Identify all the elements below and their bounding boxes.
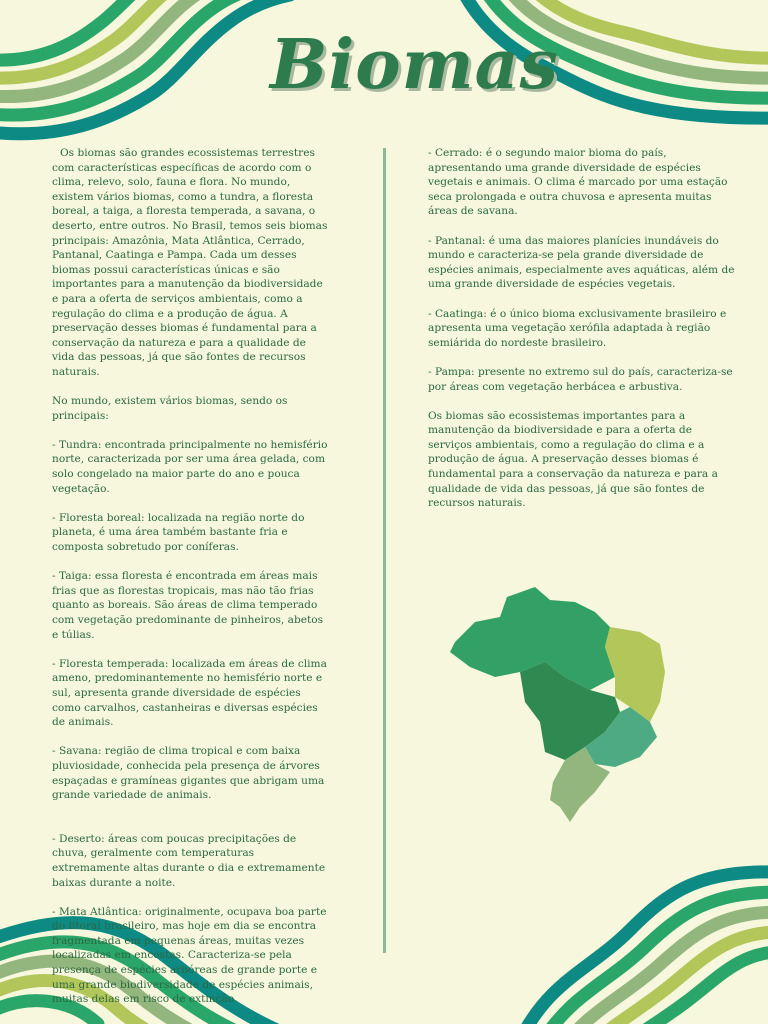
biome-item-savana: - Savana: região de clima tropical e com baixa pluviosidade, conhecida pela presença de árvores espaçadas e gramíneas gigantes que abrigam uma grande variedade de animais. bbox=[52, 745, 325, 802]
brazil-map-illustration bbox=[445, 582, 695, 827]
column-divider bbox=[383, 148, 386, 953]
bottom-right-wave-decoration bbox=[500, 860, 768, 1024]
biome-item-pantanal: - Pantanal: é uma das maiores planícies inundáveis do mundo e caracteriza-se pela grande diversidade de espécies animais, especialmente aves aquáticas, além de uma grande diversidade de espécies vegetais. bbox=[428, 234, 735, 291]
right-text-column bbox=[428, 146, 738, 525]
world-biomes-heading: No mundo, existem vários biomas, sendo os principais: bbox=[52, 395, 288, 422]
biome-item-caatinga: - Caatinga: é o único bioma exclusivamente brasileiro e apresenta uma vegetação xerófila adaptada à região semiárida do nordeste brasileiro. bbox=[428, 307, 727, 349]
biome-item-cerrado: - Cerrado: é o segundo maior bioma do país, apresentando uma grande diversidade de espécies vegetais e animais. O clima é marcado por uma estação seca prolongada e outra chuvosa e apresenta muitas áreas de savana. bbox=[428, 147, 728, 218]
biome-item-taiga: - Taiga: essa floresta é encontrada em áreas mais frias que as florestas tropicais, mas não tão frias quanto as boreais. São áreas de clima temperado com vegetação predominante de pinheiros, abetos e túlias. bbox=[52, 570, 324, 641]
biome-item-floresta-temperada: - Floresta temperada: localizada em áreas de clima ameno, predominantemente no hemisfério norte e sul, apresenta grande diversidade de espécies como carvalhos, castanheiras e diversas espécies de animais. bbox=[52, 657, 327, 729]
top-left-wave-decoration bbox=[0, 0, 300, 150]
biome-item-mata-atlantica: - Mata Atlântica: originalmente, ocupava boa parte do litoral brasileiro, mas hoje em dia se encontra fragmentada em pequenas áreas, muitas vezes localizadas em encostas. Caracteriza-se pela presença de espécies arbóreas de grande porte e uma grande biodiversidade de espécies animais, muitas delas em risco de extinção. bbox=[52, 905, 327, 1006]
conclusion-paragraph: Os biomas são ecossistemas importantes para a manutenção da biodiversidade e para a oferta de serviços ambientais, como a regulação do clima e a produção de água. A preservação desses biomas é fundamental para a conservação da natureza e para a qualidade de vida das pessoas, já que são fontes de recursos naturais. bbox=[428, 409, 718, 510]
biome-item-tundra: - Tundra: encontrada principalmente no hemisfério norte, caracterizada por ser uma área gelada, com solo congelado na maior parte do ano e pouca vegetação. bbox=[52, 438, 328, 495]
page-title: Biomas bbox=[270, 25, 559, 105]
biome-item-deserto: - Deserto: áreas com poucas precipitações de chuva, geralmente com temperaturas extremamente altas durante o dia e extremamente baixas durante a noite. bbox=[52, 832, 326, 889]
intro-paragraph: Os biomas são grandes ecossistemas terrestres com características específicas de acordo com o clima, relevo, solo, fauna e flora. No mundo, existem vários biomas, como a tundra, a floresta boreal, a taiga, a floresta temperada, a savana, o deserto, entre outros. No Brasil, temos seis biomas principais: Amazônia, Mata Atlântica, Cerrado, Pantanal, Caatinga e Pampa. Cada um desses biomas possui características únicas e são importantes para a manutenção da biodiversidade e para a oferta de serviços ambientais, como a regulação do clima e a produção de água. A preservação desses biomas é fundamental para a conservação da natureza e para a qualidade de vida das pessoas, já que são fontes de recursos naturais. bbox=[52, 147, 328, 378]
biome-item-pampa: - Pampa: presente no extremo sul do país, caracteriza-se por áreas com vegetação herbácea e arbustiva. bbox=[428, 365, 733, 393]
left-text-column bbox=[52, 146, 328, 1021]
biome-item-floresta-boreal: - Floresta boreal: localizada na região norte do planeta, é uma área também bastante fria e composta sobretudo por coníferas. bbox=[52, 511, 305, 554]
